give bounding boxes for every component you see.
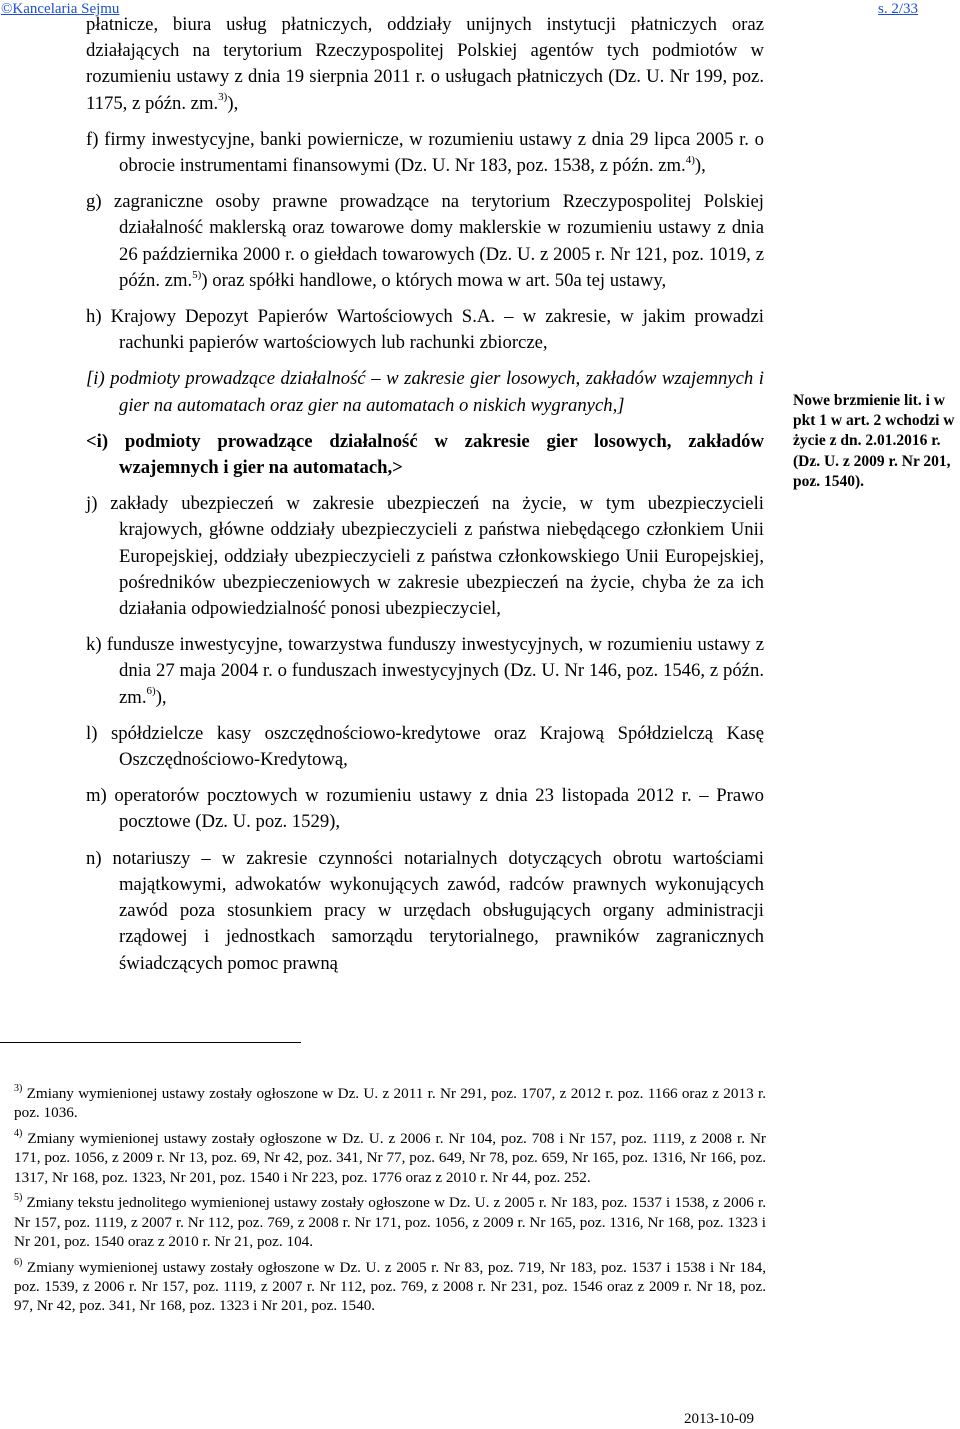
item-k-end: ), [155, 686, 167, 708]
item-i-old: [i) podmioty prowadzące działalność – w zakresie gier losowych, zakładów wzajemnych i gier na automatach oraz gier na automatach o niskich wygranych,] [86, 368, 764, 416]
item-k [86, 632, 764, 711]
footnote-5 [14, 1193, 766, 1251]
item-k-text: k) fundusze inwestycyjne, towarzystwa funduszy inwestycyjnych, w rozumieniu ustawy z dnia 27 maja 2004 r. o funduszach inwestycyjnych (Dz. U. Nr 146, poz. 1546, z późn. zm. [86, 634, 764, 708]
footnote-separator [0, 1042, 301, 1043]
item-n: n) notariuszy – w zakresie czynności notarialnych dotyczących obrotu wartościami majątkowymi, adwokatów wykonujących zawód, radców prawnych wykonujących zawód poza stosunkiem pracy w urzędach obsługujących organy administracji rządowej i jednostkach samorządu terytorialnego, prawników zagranicznych świadczących pomoc prawną [86, 847, 764, 974]
footnote-ref-3[interactable]: 3) [218, 91, 228, 104]
footnote-text: Zmiany wymienionej ustawy zostały ogłoszone w Dz. U. z 2011 r. Nr 291, poz. 1707, z 2012 r. poz. 1166 oraz z 2013 r. poz. 1036. [14, 1085, 767, 1122]
footnote-mark: 5) [14, 1192, 23, 1204]
footnote-text: Zmiany wymienionej ustawy zostały ogłoszone w Dz. U. z 2006 r. Nr 104, poz. 708 i Nr 157, poz. 1119, z 2008 r. Nr 171, poz. 1056, z 2009 r. Nr 13, poz. 69, Nr 42, poz. 341, Nr 77, poz. 649, Nr 78, poz. 659, Nr 165, poz. 1316, Nr 166, poz. 1317, Nr 168, poz. 1323, Nr 201, poz. 1540 i Nr 223, poz. 1776 oraz z 2010 r. Nr 44, poz. 252. [14, 1130, 766, 1186]
footnote-6 [14, 1258, 766, 1316]
footnote-text: Zmiany wymienionej ustawy zostały ogłoszone w Dz. U. z 2005 r. Nr 83, poz. 719, Nr 183, poz. 1537 i 1538 i Nr 184, poz. 1539, z 2006 r. Nr 157, poz. 1119, z 2007 r. Nr 112, poz. 769, z 2008 r. Nr 231, poz. 1546 oraz z 2009 r. Nr 18, poz. 97, Nr 42, poz. 341, Nr 168, poz. 1323 i Nr 201, poz. 1540. [14, 1258, 767, 1315]
footnote-text: Zmiany tekstu jednolitego wymienionej ustawy zostały ogłoszone w Dz. U. z 2005 r. Nr 183, poz. 1537 i 1538, z 2006 r. Nr 157, poz. 1119, z 2007 r. Nr 112, poz. 769, z 2008 r. Nr 171, poz. 1056, z 2009 r. Nr 165, poz. 1316, Nr 168, poz. 1323 i Nr 201, poz. 1540 oraz z 2010 r. Nr 21, poz. 104. [14, 1194, 766, 1251]
margin-note: Nowe brzmienie lit. i w pkt 1 w art. 2 wchodzi w życie z dn. 2.01.2016 r. (Dz. U. z 2009 r. Nr 201, poz. 1540). [793, 392, 955, 490]
header-page-number-link[interactable]: s. 2/33 [877, 1, 918, 17]
item-i-new: <i) podmioty prowadzące działalność w zakresie gier losowych, zakładów wzajemnych i gier na automatach,> [86, 430, 764, 479]
item-g-end: ) oraz spółki handlowe, o których mowa w art. 50a tej ustawy, [201, 269, 667, 291]
footnote-mark: 3) [14, 1082, 23, 1094]
item-l: l) spółdzielcze kasy oszczędnościowo-kredytowe oraz Krajową Spółdzielczą Kasę Oszczędnościowo-Kredytową, [86, 722, 764, 771]
item-e-text: płatnicze, biura usług płatniczych, oddziały unijnych instytucji płatniczych oraz działających na terytorium Rzeczypospolitej Polskiej agentów tych podmiotów w rozumieniu ustawy z dnia 19 sierpnia 2011 r. o usługach płatniczych (Dz. U. Nr 199, poz. 1175, z późn. zm. [86, 14, 764, 114]
item-g [86, 189, 764, 294]
footnote-4 [14, 1129, 766, 1187]
footnote-ref-5[interactable]: 5) [192, 268, 202, 281]
footnote-mark: 6) [14, 1256, 23, 1268]
footer-date: 2013-10-09 [684, 1411, 754, 1427]
item-e-continuation [86, 12, 764, 117]
item-h: h) Krajowy Depozyt Papierów Wartościowych S.A. – w zakresie, w jakim prowadzi rachunki papierów wartościowych lub rachunki zbiorcze, [86, 306, 764, 354]
item-e-end: ), [227, 92, 239, 114]
item-f-end: ), [694, 155, 706, 177]
footnotes [14, 1084, 766, 1322]
header-copyright-link[interactable]: ©Kancelaria Sejmu [1, 1, 120, 17]
item-f [86, 127, 764, 179]
footnote-mark: 4) [14, 1128, 23, 1140]
footnote-3 [14, 1084, 766, 1123]
document-body [86, 12, 764, 977]
item-f-text: f) firmy inwestycyjne, banki powiernicze, w rozumieniu ustawy z dnia 29 lipca 2005 r. o obrocie instrumentami finansowymi (Dz. U. Nr 183, poz. 1538, z późn. zm. [86, 128, 764, 177]
item-m: m) operatorów pocztowych w rozumieniu ustawy z dnia 23 listopada 2012 r. – Prawo pocztowe (Dz. U. poz. 1529), [86, 785, 764, 833]
footnote-ref-4[interactable]: 4) [685, 153, 695, 166]
item-g-text: g) zagraniczne osoby prawne prowadzące na terytorium Rzeczypospolitej Polskiej działalność maklerską oraz towarowe domy maklerskie w rozumieniu ustawy z dnia 26 października 2000 r. o giełdach towarowych (Dz. U. z 2005 r. Nr 121, poz. 1019, z późn. zm. [86, 191, 764, 291]
item-j: j) zakłady ubezpieczeń w zakresie ubezpieczeń na życie, w tym ubezpieczycieli krajowych, główne oddziały ubezpieczycieli z państwa niebędącego członkiem Unii Europejskiej, oddziały ubezpieczycieli z państwa członkowskiego Unii Europejskiej, pośredników ubezpieczeniowych w zakresie ubezpieczeń na życie, chyba że za ich działania odpowiedzialność ponosi ubezpieczyciel, [86, 493, 764, 620]
footnote-ref-6[interactable]: 6) [146, 685, 156, 698]
